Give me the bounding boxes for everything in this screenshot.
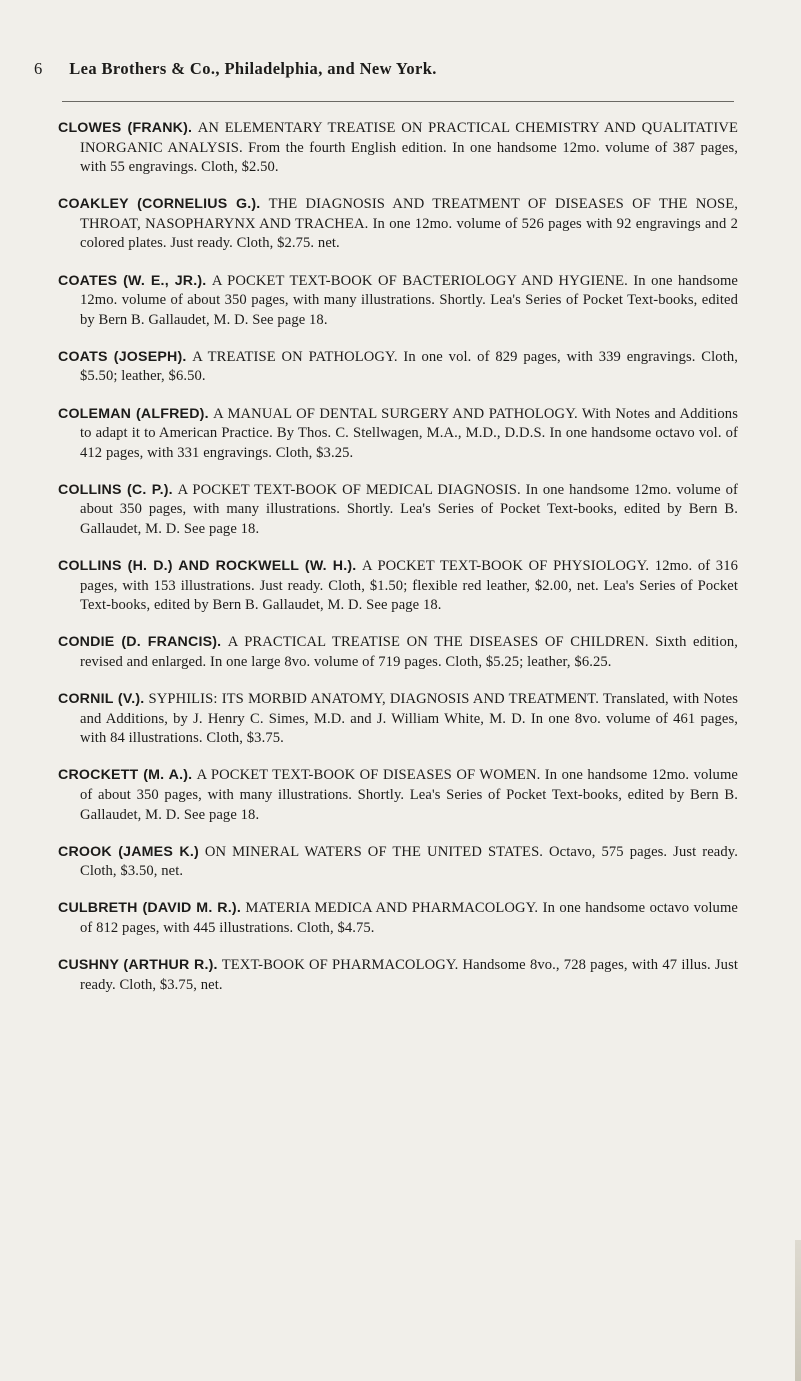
running-title: Lea Brothers & Co., Philadelphia, and New York. (69, 59, 437, 78)
entry-text: THE DIAGNOSIS AND TREATMENT OF DISEASES OF THE NOSE, THROAT, NASOPHARYNX AND TRACHEA. In one 12mo. volume of 526 pages with 92 engravings and 2 colored plates. Just ready. Cloth, $2.75. net. (80, 196, 739, 252)
author-name: COLLINS (C. P.). (58, 481, 173, 498)
entry-text: A POCKET TEXT-BOOK OF DISEASES OF WOMEN. In one handsome 12mo. volume of about 350 pages, with many illustrations. Shortly. Lea's Series of Pocket Text-books, edited by Bern B. Gallaudet, M. D. See page 18. (80, 767, 738, 823)
author-name: CLOWES (FRANK). (58, 120, 193, 136)
author-name: CROOK (JAMES K.) (58, 843, 199, 860)
catalog-entry (58, 405, 738, 464)
entry-text: MATERIA MEDICA AND PHARMACOLOGY. In one handsome octavo volume of 812 pages, with 445 illustrations. Cloth, $4.75. (80, 900, 738, 936)
catalog-entry (58, 272, 738, 331)
catalog-entry (58, 348, 738, 387)
catalog-entry (58, 557, 738, 616)
running-header (34, 59, 774, 79)
entry-text: TEXT-BOOK OF PHARMACOLOGY. Handsome 8vo., 728 pages, with 47 illus. Just ready. Cloth, $3.75, net. (80, 957, 739, 993)
entry-text: A POCKET TEXT-BOOK OF PHYSIOLOGY. 12mo. of 316 pages, with 153 illustrations. Just ready. Cloth, $1.50; flexible red leather, $2.00, net. Lea's Series of Pocket Text-books, edited by Bern B. Gallaudet, M. D. See page 18. (80, 558, 738, 614)
author-name: COATS (JOSEPH). (58, 348, 187, 365)
entry-text: SYPHILIS: ITS MORBID ANATOMY, DIAGNOSIS AND TREATMENT. Translated, with Notes and Additions, by J. Henry C. Simes, M.D. and J. William White, M. D. In one 8vo. volume of 461 pages, with 84 illustrations. Cloth, $3.75. (80, 691, 738, 747)
header-rule (62, 101, 734, 102)
catalog-entry (58, 195, 738, 254)
page-number: 6 (34, 59, 43, 78)
author-name: COAKLEY (CORNELIUS G.). (58, 196, 261, 213)
author-name: COLEMAN (ALFRED). (58, 405, 209, 422)
catalog-entries (58, 119, 738, 1013)
catalog-entry (58, 481, 738, 540)
entry-text: A POCKET TEXT-BOOK OF BACTERIOLOGY AND HYGIENE. In one handsome 12mo. volume of about 350 pages, with many illustrations. Shortly. Lea's Series of Pocket Text-books, edited by Bern B. Gallaudet, M. D. See page 18. (80, 272, 738, 328)
author-name: CULBRETH (DAVID M. R.). (58, 900, 241, 917)
catalog-entry (58, 633, 738, 672)
author-name: COATES (W. E., JR.). (58, 272, 207, 289)
page-edge-shadow (795, 1240, 801, 1381)
author-name: COLLINS (H. D.) AND ROCKWELL (W. H.). (58, 558, 357, 575)
catalog-entry (58, 899, 738, 938)
catalog-entry (58, 956, 738, 995)
entry-text: AN ELEMENTARY TREATISE ON PRACTICAL CHEMISTRY AND QUALITATIVE INORGANIC ANALYSIS. From the fourth English edition. In one handsome 12mo. volume of 387 pages, with 55 engravings. Cloth, $2.50. (80, 120, 739, 176)
author-name: CROCKETT (M. A.). (58, 767, 193, 784)
catalog-entry (58, 119, 738, 178)
author-name: CUSHNY (ARTHUR R.). (58, 957, 218, 973)
catalog-entry (58, 766, 738, 825)
catalog-entry (58, 690, 738, 749)
author-name: CONDIE (D. FRANCIS). (58, 634, 222, 651)
entry-text: A PRACTICAL TREATISE ON THE DISEASES OF CHILDREN. Sixth edition, revised and enlarged. In one large 8vo. volume of 719 pages. Cloth, $5.25; leather, $6.25. (80, 634, 738, 670)
author-name: CORNIL (V.). (58, 691, 145, 708)
catalog-entry (58, 843, 738, 882)
entry-text: A MANUAL OF DENTAL SURGERY AND PATHOLOGY. With Notes and Additions to adapt it to American Practice. By Thos. C. Stellwagen, M.A., M.D., D.D.S. In one handsome octavo vol. of 412 pages, with 331 engravings. Cloth, $3.25. (80, 405, 738, 461)
entry-text: ON MINERAL WATERS OF THE UNITED STATES. Octavo, 575 pages. Just ready. Cloth, $3.50, net. (80, 843, 738, 880)
entry-text: A POCKET TEXT-BOOK OF MEDICAL DIAGNOSIS. In one handsome 12mo. volume of about 350 pages, with many illustrations. Shortly. Lea's Series of Pocket Text-books, edited by Bern B. Gallaudet, M. D. See page 18. (80, 481, 738, 537)
entry-text: A TREATISE ON PATHOLOGY. In one vol. of 829 pages, with 339 engravings. Cloth, $5.50; leather, $6.50. (80, 348, 738, 385)
